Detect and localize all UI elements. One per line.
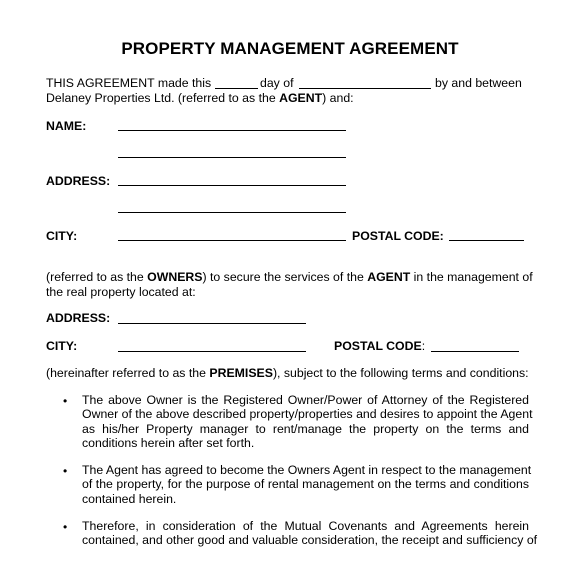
intro-text-2: day of <box>260 76 294 90</box>
month-blank[interactable] <box>299 88 431 89</box>
owner-postal-field[interactable] <box>449 240 524 241</box>
owner-postal-label: POSTAL CODE: <box>352 229 444 243</box>
owner-address-field[interactable] <box>118 185 346 186</box>
owner-name-field[interactable] <box>118 130 346 131</box>
owner-address-field-2[interactable] <box>118 212 346 213</box>
owner-city-field[interactable] <box>118 240 346 241</box>
day-blank[interactable] <box>215 88 258 89</box>
bullet-item-3: Therefore, in consideration of the Mutual Covenants and Agreements herein contained, and other good and valuable consideration, the receipt and sufficiency of <box>82 519 538 548</box>
owner-name-label: NAME: <box>46 119 87 133</box>
premises-city-label: CITY: <box>46 339 78 353</box>
premises-postal-label: POSTAL CODE: <box>334 339 426 353</box>
premises-postal-field[interactable] <box>431 351 519 352</box>
premises-address-field[interactable] <box>118 323 306 324</box>
premises-address-label: ADDRESS: <box>46 311 111 325</box>
intro-text-1: THIS AGREEMENT made this <box>46 76 212 90</box>
owner-city-label: CITY: <box>46 229 78 243</box>
bullet-marker: • <box>63 464 68 478</box>
intro-line-2: Delaney Properties Ltd. (referred to as the AGENT) and: <box>46 91 354 105</box>
bullet-item-1: The above Owner is the Registered Owner/Power of Attorney of the Registered Owner of the above described property/properties and desires to appoint the Agent as his/her Property manager to rent/manage the property on the terms and conditions herein after set forth. <box>82 393 533 451</box>
bullet-marker: • <box>63 394 68 408</box>
intro-text-3: by and between <box>435 76 522 90</box>
owner-name-field-2[interactable] <box>118 157 346 158</box>
owners-paragraph: (referred to as the OWNERS) to secure the services of the AGENT in the management of the real property located at: <box>46 270 533 299</box>
bullet-marker: • <box>63 520 68 534</box>
document-title: PROPERTY MANAGEMENT AGREEMENT <box>121 39 459 58</box>
bullet-item-2: The Agent has agreed to become the Owners Agent in respect to the management of the property, for the purpose of rental management on the terms and conditions contained herein. <box>82 463 532 506</box>
owner-address-label: ADDRESS: <box>46 174 111 188</box>
premises-city-field[interactable] <box>118 351 306 352</box>
premises-paragraph: (hereinafter referred to as the PREMISES), subject to the following terms and conditions: <box>46 366 529 380</box>
